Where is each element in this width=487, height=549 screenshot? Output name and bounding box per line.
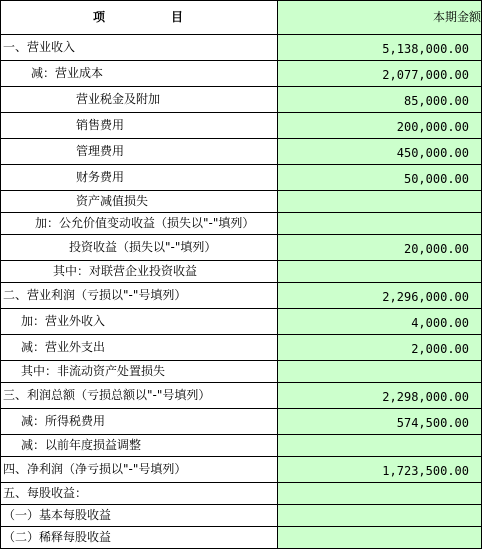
table-row — [1, 87, 482, 113]
row-label[interactable]: 减：以前年度损益调整 — [1, 435, 278, 457]
table-row — [1, 309, 482, 335]
value-column-header[interactable] — [278, 1, 482, 35]
row-label[interactable]: 其中：对联营企业投资收益 — [1, 261, 278, 283]
table-row — [1, 191, 482, 213]
row-value[interactable]: 1,723,500.00 — [278, 457, 482, 483]
row-value[interactable]: 450,000.00 — [278, 139, 482, 165]
table-row — [1, 139, 482, 165]
row-label[interactable]: 其中：非流动资产处置损失 — [1, 361, 278, 383]
row-value[interactable]: 2,296,000.00 — [278, 283, 482, 309]
row-label[interactable]: 投资收益（损失以"-"填列） — [1, 235, 278, 261]
row-label[interactable]: 减：营业成本 — [1, 61, 278, 87]
row-label[interactable]: 资产减值损失 — [1, 191, 278, 213]
row-value[interactable]: 2,000.00 — [278, 335, 482, 361]
table-row — [1, 283, 482, 309]
row-label[interactable]: （二）稀释每股收益 — [1, 527, 278, 549]
row-value[interactable]: 200,000.00 — [278, 113, 482, 139]
table-row — [1, 213, 482, 235]
row-value[interactable] — [278, 261, 482, 283]
row-value[interactable] — [278, 483, 482, 505]
row-value[interactable]: 2,077,000.00 — [278, 61, 482, 87]
row-value[interactable]: 50,000.00 — [278, 165, 482, 191]
row-label[interactable]: 加：营业外收入 — [1, 309, 278, 335]
item-header-char-1: 项 — [92, 10, 107, 24]
table-row — [1, 483, 482, 505]
row-value[interactable] — [278, 361, 482, 383]
table-row — [1, 361, 482, 383]
row-value[interactable]: 4,000.00 — [278, 309, 482, 335]
item-column-header[interactable] — [1, 1, 278, 35]
table-row — [1, 35, 482, 61]
row-label[interactable]: （一）基本每股收益 — [1, 505, 278, 527]
value-header-label: 本期金额 — [432, 10, 481, 24]
table-row — [1, 261, 482, 283]
row-label[interactable]: 销售费用 — [1, 113, 278, 139]
table-row — [1, 113, 482, 139]
table-row — [1, 527, 482, 549]
row-label[interactable]: 财务费用 — [1, 165, 278, 191]
table-row — [1, 383, 482, 409]
row-label[interactable]: 营业税金及附加 — [1, 87, 278, 113]
row-label[interactable]: 二、营业利润（亏损以"-"号填列） — [1, 283, 278, 309]
row-value[interactable]: 574,500.00 — [278, 409, 482, 435]
table-row — [1, 435, 482, 457]
header-row — [1, 1, 482, 35]
table-row — [1, 505, 482, 527]
row-label[interactable]: 减：营业外支出 — [1, 335, 278, 361]
item-header-char-2: 目 — [171, 10, 186, 24]
row-value[interactable] — [278, 213, 482, 235]
row-value[interactable] — [278, 505, 482, 527]
row-label[interactable]: 管理费用 — [1, 139, 278, 165]
row-value[interactable]: 5,138,000.00 — [278, 35, 482, 61]
table-row — [1, 235, 482, 261]
row-label[interactable]: 减：所得税费用 — [1, 409, 278, 435]
row-value[interactable]: 2,298,000.00 — [278, 383, 482, 409]
row-value[interactable]: 20,000.00 — [278, 235, 482, 261]
row-label[interactable]: 一、营业收入 — [1, 35, 278, 61]
row-label[interactable]: 五、每股收益： — [1, 483, 278, 505]
table-row — [1, 409, 482, 435]
row-label[interactable]: 加：公允价值变动收益（损失以"-"填列） — [1, 213, 278, 235]
table-row — [1, 335, 482, 361]
row-value[interactable]: 85,000.00 — [278, 87, 482, 113]
row-value[interactable] — [278, 435, 482, 457]
row-label[interactable]: 三、利润总额（亏损总额以"-"号填列） — [1, 383, 278, 409]
table-row — [1, 165, 482, 191]
row-value[interactable] — [278, 191, 482, 213]
row-label[interactable]: 四、净利润（净亏损以"-"号填列） — [1, 457, 278, 483]
table-row — [1, 457, 482, 483]
table-row — [1, 61, 482, 87]
row-value[interactable] — [278, 527, 482, 549]
